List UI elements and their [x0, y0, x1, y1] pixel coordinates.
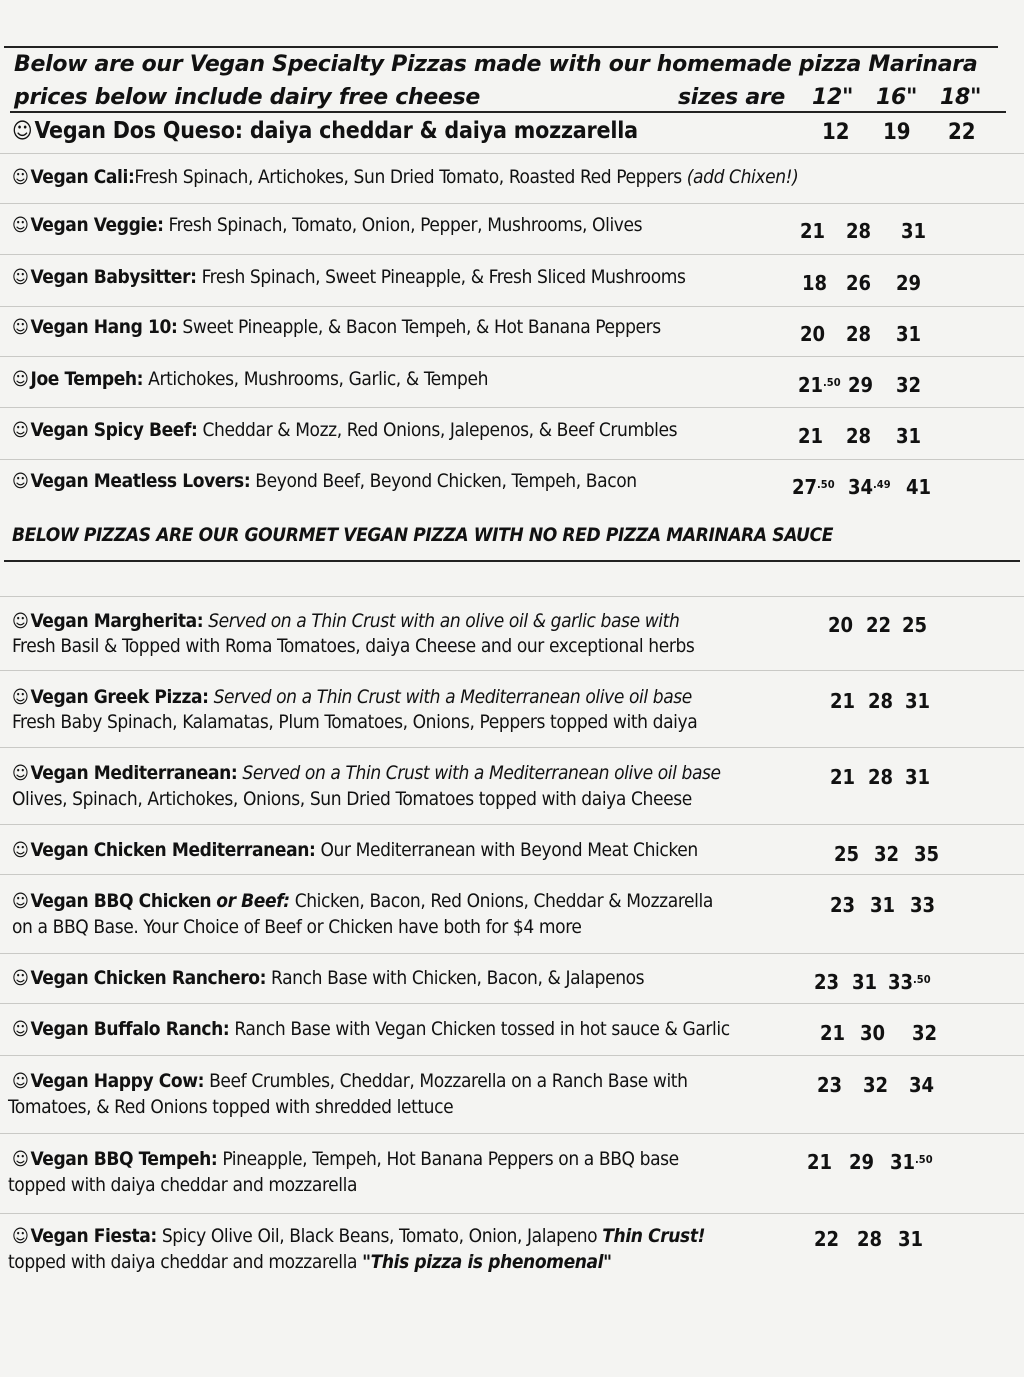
item-desc: daiya cheddar & daiya mozzarella	[249, 118, 638, 144]
item-name: Vegan BBQ Chicken	[30, 890, 212, 912]
price-12: 22	[814, 1227, 840, 1251]
price-18: $33^{.50}$	[888, 970, 931, 994]
price-12: 25	[834, 842, 860, 866]
row-divider	[0, 459, 1024, 460]
row-divider	[0, 407, 1024, 408]
item-name-italic: or Beef:	[216, 890, 290, 912]
smiley-icon: ☺	[12, 1071, 29, 1092]
item-desc-line2: Fresh Baby Spinach, Kalamatas, Plum Tomatoes, Onions, Peppers topped with daiya	[12, 711, 698, 733]
price-12: $21^{.50}$	[798, 373, 841, 397]
row-divider	[0, 203, 1024, 204]
price-12: 21	[820, 1021, 846, 1045]
item-name: Vegan Happy Cow:	[30, 1070, 205, 1092]
row-divider	[0, 1003, 1024, 1004]
item-name: Vegan Mediterranean:	[30, 762, 238, 784]
item-desc-line2: Fresh Basil & Topped with Roma Tomatoes, daiya Cheese and our exceptional herbs	[12, 635, 695, 657]
price-18: 32	[896, 373, 922, 397]
price-12: 21	[830, 689, 856, 713]
smiley-icon: ☺	[12, 317, 29, 338]
item-name: Vegan Fiesta:	[30, 1225, 157, 1247]
item-name: Vegan Cali:	[30, 166, 135, 188]
price-12: 20	[828, 613, 854, 637]
price-18: 31	[901, 219, 927, 243]
price-16: 28	[857, 1227, 883, 1251]
item-desc: Beyond Beef, Beyond Chicken, Tempeh, Bacon	[255, 470, 637, 492]
price-18: 31	[896, 322, 922, 346]
item-desc: Cheddar & Mozz, Red Onions, Jalepenos, & Beef Crumbles	[202, 419, 678, 441]
price-18: 33	[910, 893, 936, 917]
sizes-label: sizes are	[678, 85, 786, 110]
item-desc: Served on a Thin Crust with an olive oil & garlic base with	[208, 610, 680, 632]
price-18: 41	[906, 475, 932, 499]
section-rule	[4, 560, 1020, 562]
row-divider	[0, 153, 1024, 154]
row-divider	[0, 670, 1024, 671]
size-16: 16"	[876, 85, 918, 110]
price-12: 23	[814, 970, 840, 994]
row-divider	[0, 874, 1024, 875]
price-12: $27^{.50}$	[792, 475, 835, 499]
row-divider	[0, 1133, 1024, 1134]
smiley-icon: ☺	[12, 369, 29, 390]
price-16: 31	[870, 893, 896, 917]
row-divider	[0, 254, 1024, 255]
smiley-icon: ☺	[12, 968, 29, 989]
price-12: 21	[807, 1150, 833, 1174]
smiley-icon: ☺	[12, 687, 29, 708]
smiley-icon: ☺	[12, 1149, 29, 1170]
price-12: 18	[802, 271, 828, 295]
price-12: 12	[822, 120, 850, 145]
price-18: 31	[896, 424, 922, 448]
item-name: Joe Tempeh:	[30, 368, 144, 390]
row-divider	[0, 1055, 1024, 1056]
price-18: 25	[902, 613, 928, 637]
price-16: 29	[849, 1150, 875, 1174]
item-desc: Served on a Thin Crust with a Mediterranean olive oil base	[242, 762, 721, 784]
price-18: 22	[948, 120, 976, 145]
smiley-icon: ☺	[12, 891, 29, 912]
smiley-icon: ☺	[12, 119, 33, 144]
price-16: $34^{.49}$	[848, 475, 891, 499]
row-divider	[0, 824, 1024, 825]
item-name: Vegan Chicken Mediterranean:	[30, 839, 316, 861]
price-12: 23	[817, 1073, 843, 1097]
price-18: 31	[898, 1227, 924, 1251]
item-name: Vegan Babysitter:	[30, 266, 197, 288]
item-desc: Spicy Olive Oil, Black Beans, Tomato, Onion, Jalapeno	[161, 1225, 598, 1247]
price-18: 32	[912, 1021, 938, 1045]
price-16: 30	[860, 1021, 886, 1045]
item-desc: Fresh Spinach, Artichokes, Sun Dried Tomato, Roasted Red Peppers	[134, 166, 682, 188]
item-name: Vegan Greek Pizza:	[30, 686, 209, 708]
smiley-icon: ☺	[12, 840, 29, 861]
item-desc: Our Mediterranean with Beyond Meat Chicken	[320, 839, 698, 861]
smiley-icon: ☺	[12, 1019, 29, 1040]
smiley-icon: ☺	[12, 167, 29, 188]
price-16: 28	[846, 219, 872, 243]
item-name: Vegan Hang 10:	[30, 316, 178, 338]
row-divider	[0, 306, 1024, 307]
price-16: 28	[868, 765, 894, 789]
item-desc: Ranch Base with Chicken, Bacon, & Jalapenos	[271, 967, 645, 989]
size-12: 12"	[812, 85, 854, 110]
item-desc: Pineapple, Tempeh, Hot Banana Peppers on a BBQ base	[222, 1148, 679, 1170]
size-18: 18"	[940, 85, 982, 110]
item-tagline: "This pizza is phenomenal"	[362, 1251, 612, 1273]
item-desc: Beef Crumbles, Cheddar, Mozzarella on a Ranch Base with	[209, 1070, 688, 1092]
price-18: 31	[905, 689, 931, 713]
smiley-icon: ☺	[12, 763, 29, 784]
price-16: 28	[846, 424, 872, 448]
header-line2: prices below include dairy free cheese	[14, 85, 481, 110]
item-name: Vegan Dos Queso:	[34, 118, 243, 144]
row-divider	[0, 953, 1024, 954]
row-divider	[0, 1213, 1024, 1214]
row-divider	[0, 747, 1024, 748]
price-18: $31^{.50}$	[890, 1150, 933, 1174]
smiley-icon: ☺	[12, 215, 29, 236]
price-18: 34	[909, 1073, 935, 1097]
price-18: 35	[914, 842, 940, 866]
price-16: 31	[852, 970, 878, 994]
item-desc-line2: topped with daiya cheddar and mozzarella	[8, 1174, 358, 1196]
row-divider	[0, 596, 1024, 597]
price-16: 26	[846, 271, 872, 295]
item-name: Vegan Chicken Ranchero:	[30, 967, 267, 989]
smiley-icon: ☺	[12, 420, 29, 441]
price-16: 22	[866, 613, 892, 637]
price-16: 28	[846, 322, 872, 346]
price-12: 20	[800, 322, 826, 346]
item-name: Vegan BBQ Tempeh:	[30, 1148, 218, 1170]
header-line1: Below are our Vegan Specialty Pizzas made with our homemade pizza Marinara	[14, 52, 978, 77]
price-16: 29	[848, 373, 874, 397]
price-16: 28	[868, 689, 894, 713]
header-rule	[10, 111, 1006, 113]
item-name: Vegan Spicy Beef:	[30, 419, 198, 441]
item-name: Vegan Meatless Lovers:	[30, 470, 251, 492]
item-note: (add Chixen!)	[686, 166, 799, 188]
item-desc: Artichokes, Mushrooms, Garlic, & Tempeh	[148, 368, 489, 390]
item-desc-line2: Olives, Spinach, Artichokes, Onions, Sun Dried Tomatoes topped with daiya Cheese	[12, 788, 692, 810]
price-12: 23	[830, 893, 856, 917]
price-12: 21	[830, 765, 856, 789]
item-desc: Fresh Spinach, Tomato, Onion, Pepper, Mushrooms, Olives	[168, 214, 643, 236]
price-18: 31	[905, 765, 931, 789]
price-16: 32	[874, 842, 900, 866]
item-desc: Ranch Base with Vegan Chicken tossed in hot sauce & Garlic	[234, 1018, 730, 1040]
price-12: 21	[798, 424, 824, 448]
top-rule	[4, 46, 998, 48]
item-desc-line2: on a BBQ Base. Your Choice of Beef or Chicken have both for $4 more	[12, 916, 582, 938]
row-divider	[0, 356, 1024, 357]
price-12: 21	[800, 219, 826, 243]
item-desc: Sweet Pineapple, & Bacon Tempeh, & Hot Banana Peppers	[182, 316, 661, 338]
item-desc-line2: Tomatoes, & Red Onions topped with shredded lettuce	[8, 1096, 454, 1118]
item-desc: Served on a Thin Crust with a Mediterranean olive oil base	[213, 686, 692, 708]
smiley-icon: ☺	[12, 471, 29, 492]
price-16: 32	[863, 1073, 889, 1097]
price-16: 19	[883, 120, 911, 145]
item-desc-highlight: Thin Crust!	[602, 1225, 705, 1247]
item-desc-line2: topped with daiya cheddar and mozzarella	[8, 1251, 358, 1273]
gourmet-section-banner: BELOW PIZZAS ARE OUR GOURMET VEGAN PIZZA WITH NO RED PIZZA MARINARA SAUCE	[12, 524, 834, 546]
smiley-icon: ☺	[12, 1226, 29, 1247]
smiley-icon: ☺	[12, 267, 29, 288]
price-18: 29	[896, 271, 922, 295]
item-name: Vegan Veggie:	[30, 214, 164, 236]
item-desc: Chicken, Bacon, Red Onions, Cheddar & Mozzarella	[294, 890, 713, 912]
item-desc: Fresh Spinach, Sweet Pineapple, & Fresh Sliced Mushrooms	[201, 266, 686, 288]
item-name: Vegan Buffalo Ranch:	[30, 1018, 230, 1040]
smiley-icon: ☺	[12, 611, 29, 632]
item-name: Vegan Margherita:	[30, 610, 204, 632]
